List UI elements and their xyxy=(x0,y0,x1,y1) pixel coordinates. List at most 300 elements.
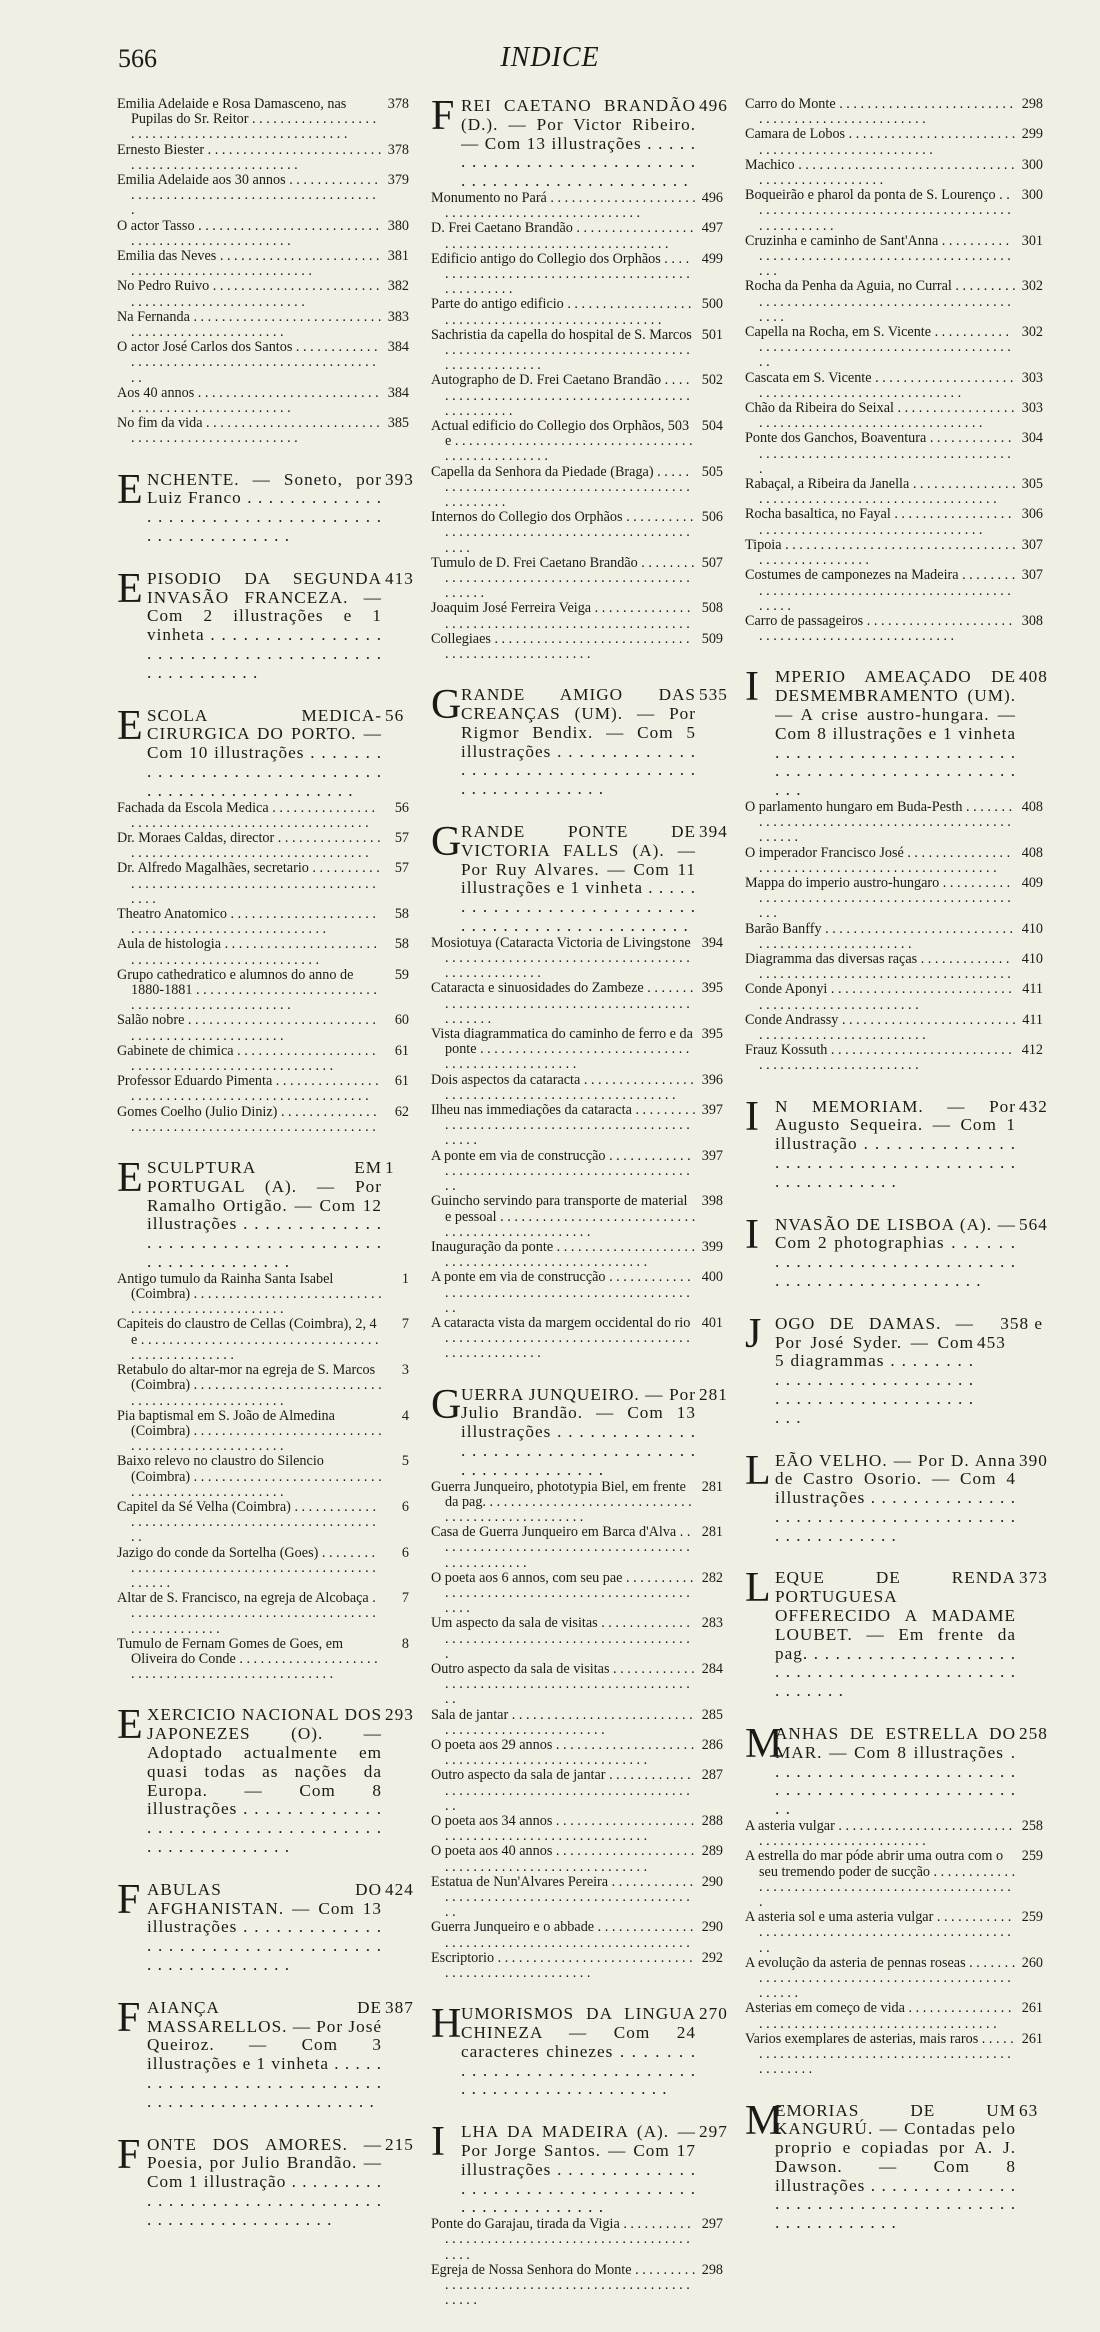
illustration-item xyxy=(745,846,1043,876)
index-entry xyxy=(117,1702,414,1856)
entry-title xyxy=(117,1876,414,1975)
index-entry xyxy=(117,702,409,1135)
entry-title xyxy=(745,2097,1043,2234)
entry-title-text: E SCOLA MEDICA-CIRURGICA DO PORTO. — Com 10 illustrações . . . xyxy=(147,707,382,801)
index-entry xyxy=(431,1381,728,1982)
illustration-item xyxy=(117,1272,409,1318)
illustration-item-page: 394 xyxy=(701,934,723,951)
illustration-item-page: 286 xyxy=(701,1736,723,1753)
illustration-item-page: 384 xyxy=(387,339,409,356)
entry-title xyxy=(117,2131,414,2230)
entry-title-page: 358 e 453 xyxy=(977,1313,1043,1352)
entry-title-text: L EQUE DE RENDA PORTUGUESA OFFERECIDO A MADAME LOUBET. — Em frente da pag. . . . xyxy=(775,1569,1016,1701)
illustration-item xyxy=(117,1454,409,1500)
illustration-item-page: 397 xyxy=(701,1147,723,1164)
illustration-item-page: 303 xyxy=(1021,369,1043,386)
index-entry xyxy=(745,664,1048,1073)
illustration-item xyxy=(117,937,409,967)
illustration-item-page: 409 xyxy=(1021,874,1043,891)
illustration-item-text: Professor Eduardo Pimenta . . . xyxy=(117,1074,382,1104)
entry-title-page: 56 xyxy=(385,705,405,725)
illustration-item-text: O actor Tasso . . . xyxy=(117,219,382,249)
illustration-item-text: Jazigo do conde da Sortelha (Goes) . . . xyxy=(117,1546,382,1592)
illustration-item xyxy=(431,632,723,662)
illustration-item-page: 56 xyxy=(394,799,409,816)
illustration-item xyxy=(745,477,1043,507)
entry-title-text: F REI CAETANO BRANDÃO (D.). — Por Victor Ribeiro. — Com 13 illustrações . . . xyxy=(461,97,696,191)
illustration-item-text: Na Fernanda . . . xyxy=(117,310,382,340)
illustration-item-page: 302 xyxy=(1021,324,1043,341)
index-entry xyxy=(745,1211,1048,1291)
illustration-item-text: Dr. Moraes Caldas, director . . . xyxy=(117,831,382,861)
illustration-item xyxy=(745,538,1043,568)
illustration-item-page: 395 xyxy=(701,980,723,997)
illustration-item-page: 261 xyxy=(1021,2000,1043,2017)
illustration-item-text: Carro do Monte . . . xyxy=(745,97,1016,127)
entry-title-page: 297 xyxy=(699,2122,728,2142)
entry-title xyxy=(745,1721,1048,1819)
illustration-item xyxy=(745,1013,1043,1043)
illustration-item-page: 260 xyxy=(1021,1954,1043,1971)
index-entry xyxy=(431,2119,728,2308)
illustration-item-text: Casa de Guerra Junqueiro em Barca d'Alva . . . xyxy=(431,1525,696,1571)
illustration-item xyxy=(117,416,409,446)
index-entry xyxy=(745,1721,1048,2077)
illustration-item-page: 300 xyxy=(1021,187,1043,204)
entry-title xyxy=(431,93,728,191)
illustration-item xyxy=(431,1951,723,1981)
illustration-item xyxy=(745,876,1043,922)
illustration-item xyxy=(431,601,723,631)
initial-letter: G xyxy=(431,1381,463,1428)
illustration-item-page: 5 xyxy=(401,1453,409,1470)
entry-title-text: M EMORIAS DE UM KANGURÚ. — Contadas pelo proprio e copiadas por A. J. Dawson. — Com 8 illustrações . . . xyxy=(775,2102,1016,2234)
illustration-item-text: Capella da Senhora da Piedade (Braga) . . . xyxy=(431,465,696,511)
illustration-item-page: 297 xyxy=(701,2216,723,2233)
illustration-item-text: Actual edificio do Collegio dos Orphãos, 503 e . . . xyxy=(431,419,696,465)
illustration-item-page: 307 xyxy=(1021,536,1043,553)
illustration-item xyxy=(431,328,723,374)
page-title: INDICE xyxy=(500,42,600,73)
illustration-item-text: Collegiaes . . . xyxy=(431,632,696,662)
illustration-item-text: Dois aspectos da cataracta . . . xyxy=(431,1073,696,1103)
illustration-item-page: 281 xyxy=(701,1524,723,1541)
illustration-item-text: Fachada da Escola Medica . . . xyxy=(117,801,382,831)
illustration-item xyxy=(745,507,1043,537)
illustration-item xyxy=(431,1662,723,1708)
entry-title-text: F ABULAS DO AFGHANISTAN. — Com 13 illustrações . . . xyxy=(147,1881,382,1975)
entry-title xyxy=(117,1155,409,1272)
illustration-item-text: A asteria vulgar . . . xyxy=(745,1819,1016,1849)
illustration-item xyxy=(117,1105,409,1135)
entry-title-page: 408 xyxy=(1019,667,1048,687)
illustration-item-page: 383 xyxy=(387,308,409,325)
illustration-item-text: Cascata em S. Vicente . . . xyxy=(745,371,1016,401)
illustration-item-page: 382 xyxy=(387,278,409,295)
entry-title-page: 564 xyxy=(1019,1214,1048,1234)
entry-title-text: H UMORISMOS DA LINGUA CHINEZA — Com 24 caracteres chinezes . . . xyxy=(461,2005,696,2099)
entry-title-text: I LHA DA MADEIRA (A). — Por Jorge Santos. — Com 17 illustrações . . . xyxy=(461,2123,696,2217)
entry-title-page: 496 xyxy=(699,96,728,115)
illustration-item-page: 299 xyxy=(1021,126,1043,143)
illustration-item-page: 399 xyxy=(701,1238,723,1255)
illustration-item-text: Capella na Rocha, em S. Vicente . . . xyxy=(745,325,1016,371)
illustration-item-text: A cataracta vista da margem occidental do rio . . . xyxy=(431,1316,696,1362)
illustration-item-text: Egreja de Nossa Senhora do Monte . . . xyxy=(431,2263,696,2309)
illustration-item xyxy=(431,1027,723,1073)
illustration-item xyxy=(745,279,1043,325)
illustration-item-page: 398 xyxy=(701,1193,723,1210)
illustration-item-text: O imperador Francisco José . . . xyxy=(745,846,1016,876)
illustration-item-page: 292 xyxy=(701,1949,723,1966)
illustration-item-page: 289 xyxy=(701,1843,723,1860)
illustration-item xyxy=(745,1043,1043,1073)
illustration-item-text: Sachristia da capella do hospital de S. Marcos . . . xyxy=(431,328,696,374)
illustration-item-text: Parte do antigo edificio . . . xyxy=(431,297,696,327)
illustration-item xyxy=(117,249,409,279)
illustration-item-text: Tipoia . . . xyxy=(745,538,1016,568)
illustration-item-page: 499 xyxy=(701,250,723,267)
illustration-item-text: Autographo de D. Frei Caetano Brandão . . . xyxy=(431,373,696,419)
illustration-item-text: Cataracta e sinuosidades do Zambeze . . . xyxy=(431,981,696,1027)
illustration-item-text: Ponte dos Ganchos, Boaventura . . . xyxy=(745,431,1016,477)
entry-title-page: 413 xyxy=(385,568,414,588)
illustration-item-text: Gomes Coelho (Julio Diniz) . . . xyxy=(117,1105,382,1135)
illustration-item-page: 258 xyxy=(1021,1818,1043,1835)
entry-title-page: 293 xyxy=(385,1705,414,1725)
entry-title-text: M ANHAS DE ESTRELLA DO MAR. — Com 8 illustrações . . . xyxy=(775,1725,1016,1819)
illustration-item xyxy=(117,1500,409,1546)
illustration-item xyxy=(745,982,1043,1012)
illustration-item-text: Frauz Kossuth . . . xyxy=(745,1043,1016,1073)
illustration-item xyxy=(745,1956,1043,2002)
illustration-item-page: 306 xyxy=(1021,506,1043,523)
illustration-item-text: Escriptorio . . . xyxy=(431,1951,696,1981)
illustration-item xyxy=(431,1814,723,1844)
illustration-item xyxy=(431,936,723,982)
illustration-item-text: Inauguração da ponte . . . xyxy=(431,1240,696,1270)
illustration-item-text: Guerra Junqueiro, phototypia Biel, em frente da pag. . . . xyxy=(431,1480,696,1526)
index-entry xyxy=(745,97,1043,644)
entry-title xyxy=(745,1447,1048,1546)
illustration-item xyxy=(117,907,409,937)
illustration-item-text: Retabulo do altar-mor na egreja de S. Marcos (Coimbra) . . . xyxy=(117,1363,382,1409)
illustration-item-text: Capitel da Sé Velha (Coimbra) . . . xyxy=(117,1500,382,1546)
illustration-item-text: Aos 40 annos . . . xyxy=(117,386,382,416)
illustration-item-page: 290 xyxy=(701,1919,723,1936)
illustration-item xyxy=(117,831,409,861)
illustration-item-text: No Pedro Ruivo . . . xyxy=(117,279,382,309)
illustration-item xyxy=(431,1316,723,1362)
entry-title xyxy=(745,1565,1048,1701)
illustration-item-page: 287 xyxy=(701,1767,723,1784)
illustration-item-page: 501 xyxy=(701,326,723,343)
entry-title-text: E SCULPTURA EM PORTUGAL (A). — Por Ramalho Ortigão. — Com 12 illustrações . . . xyxy=(147,1159,382,1272)
entry-title-page: 373 xyxy=(1019,1568,1048,1588)
illustration-item-text: Antigo tumulo da Rainha Santa Isabel (Coimbra) . . . xyxy=(117,1272,382,1318)
illustration-item-page: 408 xyxy=(1021,844,1043,861)
illustration-item xyxy=(431,191,723,221)
illustration-item xyxy=(431,1708,723,1738)
illustration-item-text: Outro aspecto da sala de jantar . . . xyxy=(431,1768,696,1814)
illustration-item-page: 61 xyxy=(394,1073,409,1090)
illustration-item-page: 308 xyxy=(1021,612,1043,629)
illustration-item-page: 61 xyxy=(394,1042,409,1059)
illustration-item-text: Aula de histologia . . . xyxy=(117,937,382,967)
entry-title-page: 390 xyxy=(1019,1450,1048,1470)
illustration-item-text: Ernesto Biester . . . xyxy=(117,143,382,173)
illustration-item xyxy=(745,325,1043,371)
entry-title-page: 424 xyxy=(385,1879,414,1899)
illustration-item xyxy=(431,221,723,251)
entry-title-text: G UERRA JUNQUEIRO. — Por Julio Brandão. — Com 13 illustrações . . . xyxy=(461,1386,696,1480)
illustration-item-text: Altar de S. Francisco, na egreja de Alcobaça . . . xyxy=(117,1591,382,1637)
entry-title-page: 215 xyxy=(385,2134,414,2154)
illustration-item-page: 307 xyxy=(1021,567,1043,584)
illustration-item-text: Mosiotuya (Cataracta Victoria de Livingstone . . . xyxy=(431,936,696,982)
illustration-item xyxy=(431,1149,723,1195)
illustration-item-page: 300 xyxy=(1021,156,1043,173)
page-number: 566 xyxy=(118,44,157,73)
illustration-item-text: Grupo cathedratico e alumnos do anno de 1880-1881 . . . xyxy=(117,968,382,1014)
illustration-item-page: 504 xyxy=(701,418,723,435)
illustration-item-text: Ponte do Garajau, tirada da Vigia . . . xyxy=(431,2217,696,2263)
illustration-item xyxy=(117,310,409,340)
illustration-item xyxy=(745,1910,1043,1956)
illustration-item-text: Rocha da Penha da Aguia, no Curral . . . xyxy=(745,279,1016,325)
illustration-item xyxy=(431,556,723,602)
illustration-item-page: 6 xyxy=(401,1498,409,1515)
illustration-item-page: 282 xyxy=(701,1569,723,1586)
illustration-item-page: 497 xyxy=(701,220,723,237)
illustration-item xyxy=(117,1013,409,1043)
index-entry xyxy=(117,466,414,546)
illustration-item xyxy=(745,158,1043,188)
illustration-item xyxy=(745,1819,1043,1849)
illustration-item-page: 302 xyxy=(1021,278,1043,295)
illustration-item-page: 408 xyxy=(1021,798,1043,815)
illustration-item-page: 509 xyxy=(701,630,723,647)
illustration-item-text: Diagramma das diversas raças . . . xyxy=(745,952,1016,982)
illustration-item-page: 288 xyxy=(701,1812,723,1829)
illustration-item xyxy=(117,97,409,143)
illustration-item xyxy=(431,1525,723,1571)
illustration-item-text: Pia baptismal em S. João de Almedina (Coimbra) . . . xyxy=(117,1409,382,1455)
illustration-item-page: 381 xyxy=(387,248,409,265)
entry-title-text: E NCHENTE. — Soneto, por Luiz Franco . . . xyxy=(147,471,382,546)
illustration-item-page: 412 xyxy=(1021,1042,1043,1059)
entry-title-page: 1 xyxy=(385,1158,395,1178)
entry-title-page: 387 xyxy=(385,1997,414,2017)
entry-title-text: F ONTE DOS AMORES. — Poesia, por Julio Brandão. — Com 1 illustração . . . xyxy=(147,2136,382,2230)
illustration-item xyxy=(117,1637,409,1683)
entry-title-page: 394 xyxy=(699,822,728,842)
illustration-item-page: 284 xyxy=(701,1660,723,1677)
illustration-item-page: 4 xyxy=(401,1407,409,1424)
illustration-item-page: 290 xyxy=(701,1873,723,1890)
illustration-item xyxy=(431,1571,723,1617)
illustration-item-page: 305 xyxy=(1021,476,1043,493)
illustration-item-page: 58 xyxy=(394,906,409,923)
illustration-item-page: 7 xyxy=(401,1316,409,1333)
index-entry xyxy=(117,1876,414,1975)
initial-letter: G xyxy=(431,682,463,729)
initial-letter: G xyxy=(431,819,463,866)
illustration-item-page: 1 xyxy=(401,1270,409,1287)
illustration-item-page: 7 xyxy=(401,1590,409,1607)
illustration-item xyxy=(117,173,409,219)
illustration-item xyxy=(431,1768,723,1814)
illustration-item-text: A ponte em via de construcção . . . xyxy=(431,1149,696,1195)
illustration-item-text: Sala de jantar . . . xyxy=(431,1708,696,1738)
illustration-item-page: 259 xyxy=(1021,1848,1043,1865)
index-entry xyxy=(117,565,414,683)
index-entry xyxy=(745,1093,1048,1192)
entry-title xyxy=(745,1093,1048,1192)
illustration-item-text: Ilheu nas immediações da cataracta . . . xyxy=(431,1103,696,1149)
initial-letter: M xyxy=(745,1721,784,1768)
entry-title xyxy=(117,1702,414,1856)
entry-title xyxy=(745,664,1048,800)
illustration-item-page: 259 xyxy=(1021,1909,1043,1926)
illustration-item-page: 304 xyxy=(1021,430,1043,447)
illustration-item-text: A estrella do mar póde abrir uma outra com o seu tremendo poder de sucção . . . xyxy=(745,1849,1016,1910)
index-entry xyxy=(431,682,728,799)
illustration-item-text: O poeta aos 6 annos, com seu pae . . . xyxy=(431,1571,696,1617)
illustration-item-text: Outro aspecto da sala de visitas . . . xyxy=(431,1662,696,1708)
illustration-item-page: 301 xyxy=(1021,232,1043,249)
illustration-item xyxy=(117,386,409,416)
illustration-item-text: Emilia Adelaide e Rosa Damasceno, nas Pupilas do Sr. Reitor . . . xyxy=(117,97,382,143)
illustration-item-page: 378 xyxy=(387,141,409,158)
illustration-item xyxy=(117,801,409,831)
illustration-item-text: Internos do Collegio dos Orphãos . . . xyxy=(431,510,696,556)
entry-title xyxy=(431,1381,728,1480)
illustration-item-text: D. Frei Caetano Brandão . . . xyxy=(431,221,696,251)
illustration-item xyxy=(431,1270,723,1316)
illustration-item-page: 397 xyxy=(701,1102,723,1119)
entry-title xyxy=(431,819,728,936)
illustration-item-page: 59 xyxy=(394,966,409,983)
illustration-item-text: Um aspecto da sala de visitas . . . xyxy=(431,1616,696,1662)
illustration-item xyxy=(431,419,723,465)
index-entry xyxy=(431,2001,728,2099)
entry-title-page: 535 xyxy=(699,685,728,705)
index-column-1 xyxy=(117,96,414,2253)
illustration-item-text: Guerra Junqueiro e o abbade . . . xyxy=(431,1920,696,1950)
illustration-item xyxy=(117,1546,409,1592)
illustration-item xyxy=(745,1849,1043,1910)
illustration-item xyxy=(431,2217,723,2263)
illustration-item-text: Conde Andrassy . . . xyxy=(745,1013,1016,1043)
index-column-2 xyxy=(431,93,728,2332)
entry-title-text: F AIANÇA DE MASSARELLOS. — Por José Queiroz. — Com 3 illustrações e 1 vinheta . . . xyxy=(147,1999,382,2112)
index-entry xyxy=(745,1310,1043,1428)
illustration-item-text: Baixo relevo no claustro do Silencio (Coimbra) . . . xyxy=(117,1454,382,1500)
illustration-item-page: 410 xyxy=(1021,920,1043,937)
entry-title-page: 63 xyxy=(1019,2100,1039,2120)
illustration-item-text: Carro de passageiros . . . xyxy=(745,614,1016,644)
illustration-item-text: A evolução da asteria de pennas roseas . . . xyxy=(745,1956,1016,2002)
index-entry xyxy=(745,1447,1048,1546)
illustration-item-page: 411 xyxy=(1022,1011,1043,1028)
illustration-item-page: 298 xyxy=(1021,96,1043,112)
illustration-item-text: Emilia das Neves . . . xyxy=(117,249,382,279)
illustration-item-page: 8 xyxy=(401,1635,409,1652)
entry-title xyxy=(745,1310,1043,1428)
illustration-item-text: A asteria sol e uma asteria vulgar . . . xyxy=(745,1910,1016,1956)
illustration-item xyxy=(117,1409,409,1455)
illustration-item-page: 395 xyxy=(701,1026,723,1043)
illustration-item xyxy=(745,922,1043,952)
index-entry xyxy=(117,97,409,447)
illustration-item xyxy=(431,1194,723,1240)
illustration-item-text: Capiteis do claustro de Cellas (Coimbra), 2, 4 e . . . xyxy=(117,1317,382,1363)
illustration-item-page: 410 xyxy=(1021,950,1043,967)
illustration-item xyxy=(117,279,409,309)
illustration-item xyxy=(117,1591,409,1637)
entry-title-page: 393 xyxy=(385,469,414,489)
illustration-item-text: Rabaçal, a Ribeira da Janella . . . xyxy=(745,477,1016,507)
illustration-item-text: O actor José Carlos dos Santos . . . xyxy=(117,340,382,386)
illustration-item-text: No fim da vida . . . xyxy=(117,416,382,446)
illustration-item-text: Edificio antigo do Collegio dos Orphãos . . . xyxy=(431,252,696,298)
initial-letter: M xyxy=(745,2097,784,2144)
entry-title-page: 432 xyxy=(1019,1096,1048,1116)
illustration-item-page: 3 xyxy=(401,1362,409,1379)
illustration-item xyxy=(117,861,409,907)
illustration-item-page: 57 xyxy=(394,830,409,847)
illustration-item-page: 285 xyxy=(701,1706,723,1723)
illustration-item xyxy=(745,568,1043,614)
illustration-item xyxy=(431,465,723,511)
illustration-item-page: 380 xyxy=(387,217,409,234)
illustration-item xyxy=(117,340,409,386)
index-entry xyxy=(745,2097,1043,2234)
entry-title xyxy=(431,2001,728,2099)
illustration-item xyxy=(117,219,409,249)
entry-title xyxy=(117,565,414,683)
illustration-item xyxy=(745,371,1043,401)
illustration-item-text: Tumulo de Fernam Gomes de Goes, em Oliveira do Conde . . . xyxy=(117,1637,382,1683)
illustration-item xyxy=(431,1240,723,1270)
illustration-item-text: O poeta aos 29 annos . . . xyxy=(431,1738,696,1768)
illustration-item xyxy=(431,1844,723,1874)
index-entry xyxy=(117,1155,409,1682)
illustration-item-text: O parlamento hungaro em Buda-Pesth . . . xyxy=(745,800,1016,846)
illustration-item xyxy=(431,1875,723,1921)
entry-title-page: 281 xyxy=(699,1384,728,1404)
illustration-item-page: 303 xyxy=(1021,400,1043,417)
illustration-item-text: Chão da Ribeira do Seixal . . . xyxy=(745,401,1016,431)
illustration-item-page: 6 xyxy=(401,1544,409,1561)
illustration-item-text: O poeta aos 40 annos . . . xyxy=(431,1844,696,1874)
initial-letter: H xyxy=(431,2001,463,2048)
entry-title-text: G RANDE PONTE DE VICTORIA FALLS (A). — Por Ruy Alvares. — Com 11 illustrações e 1 vinheta . . . xyxy=(461,823,696,936)
illustration-item xyxy=(117,1074,409,1104)
illustration-item-text: Rocha basaltica, no Fayal . . . xyxy=(745,507,1016,537)
illustration-item xyxy=(745,401,1043,431)
illustration-item xyxy=(431,1616,723,1662)
illustration-item xyxy=(745,431,1043,477)
illustration-item-page: 496 xyxy=(701,189,723,206)
illustration-item-page: 283 xyxy=(701,1615,723,1632)
entry-title-text: G RANDE AMIGO DAS CREANÇAS (UM). — Por Rigmor Bendix. — Com 5 illustrações . . . xyxy=(461,686,696,799)
illustration-item xyxy=(431,981,723,1027)
illustration-item-text: Camara de Lobos . . . xyxy=(745,127,1016,157)
illustration-item-text: Machico . . . xyxy=(745,158,1016,188)
illustration-item xyxy=(745,800,1043,846)
